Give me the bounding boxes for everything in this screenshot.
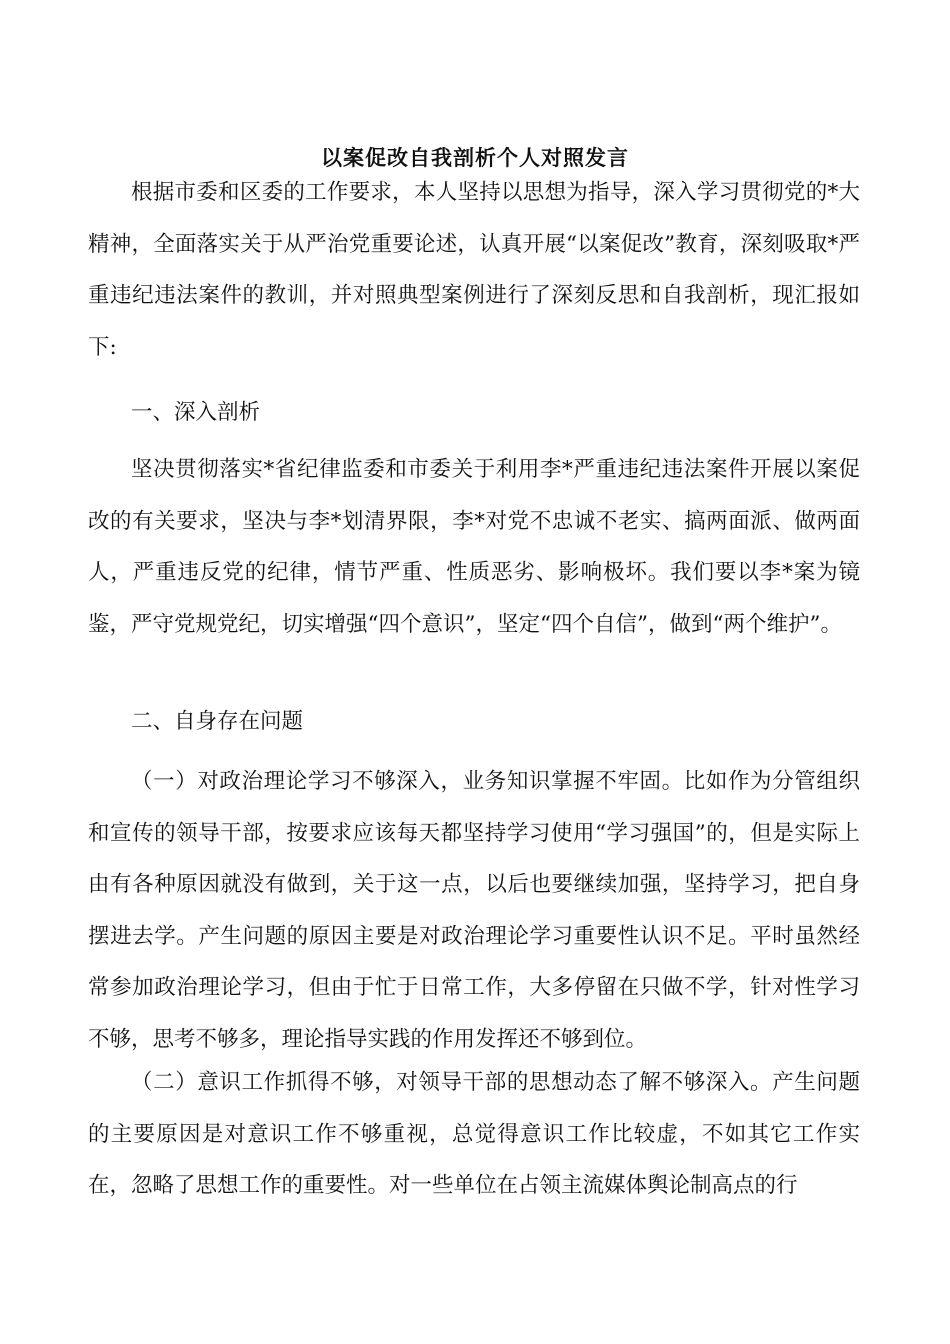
section2-item-1-paragraph: （一）对政治理论学习不够深入，业务知识掌握不牢固。比如作为分管组织和宣传的领导干部，按要求应该每天都坚持学习使用“学习强国”的，但是实际上由有各种原因就没有做到，关于这一点，以后也要继续加强，坚持学习，把自身摆进去学。产生问题的原因主要是对政治理论学习重要性认识不足。平时虽然经常参加政治理论学习，但由于忙于日常工作，大多停留在只做不学，针对性学习不够，思考不够多，理论指导实践的作用发挥还不够到位。	[88, 769, 860, 1052]
document-title: 以案促改自我剖析个人对照发言	[321, 145, 629, 170]
section-heading-1: 一、深入剖析	[131, 400, 261, 425]
section1-paragraph: 坚决贯彻落实*省纪律监委和市委关于利用李*严重违纪违法案件开展以案促改的有关要求，坚决与李*划清界限，李*对党不忠诚不老实、搞两面派、做两面人，严重违反党的纪律，情节严重、性质恶劣、影响极坏。我们要以李*案为镜鉴，严守党规党纪，切实增强“四个意识”，坚定“四个自信”，做到“两个维护”。	[88, 457, 860, 637]
section-heading-2: 二、自身存在问题	[131, 709, 304, 734]
section2-item-2-paragraph: （二）意识工作抓得不够，对领导干部的思想动态了解不够深入。产生问题的主要原因是对意识工作不够重视，总觉得意识工作比较虚，不如其它工作实在，忽略了思想工作的重要性。对一些单位在占领主流媒体舆论制高点的行	[88, 1070, 860, 1198]
intro-paragraph: 根据市委和区委的工作要求，本人坚持以思想为指导，深入学习贯彻党的*大精神，全面落实关于从严治党重要论述，认真开展“以案促改”教育，深刻吸取*严重违纪违法案件的教训，并对照典型案例进行了深刻反思和自我剖析，现汇报如下:	[88, 180, 860, 360]
